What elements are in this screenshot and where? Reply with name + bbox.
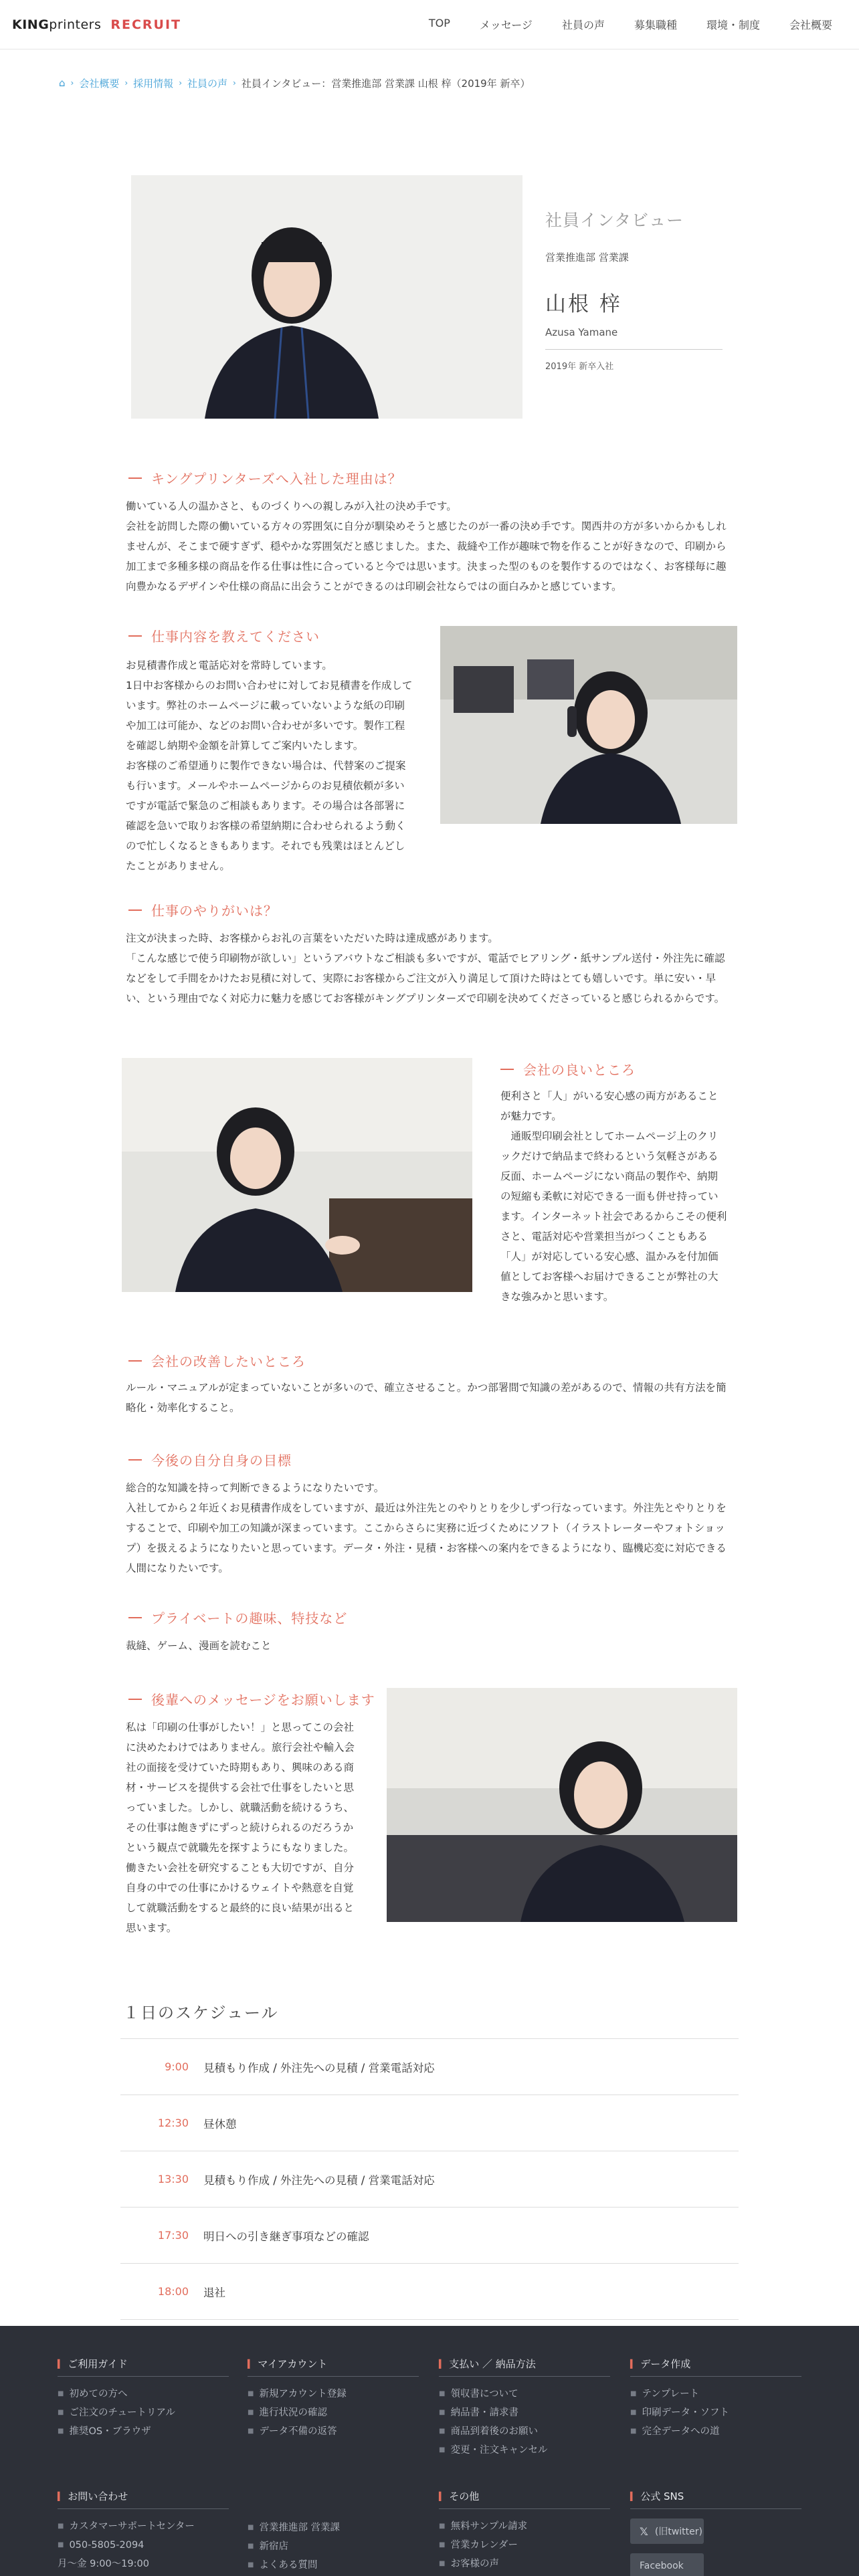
footer-link[interactable]: [248, 2422, 419, 2441]
section-title-text: 会社の改善したいところ: [151, 1354, 306, 1370]
chevron-right-icon: ›: [70, 78, 74, 88]
section-body-message: [126, 1717, 360, 1938]
bullet-icon: ■: [248, 2543, 254, 2550]
section-title-rewarding: [128, 900, 278, 920]
facebook-button[interactable]: [630, 2553, 704, 2576]
footer-link[interactable]: [248, 2537, 419, 2556]
bullet-icon: ▍: [58, 2491, 64, 2501]
paragraph: 便利さと「人」がいる安心感の両方があることが魅力です。: [500, 1090, 719, 1122]
paragraph: 総合的な知識を持って判断できるようになりたいです。: [126, 1482, 385, 1494]
footer-col-other: [439, 2489, 610, 2573]
footer-col-payment: [439, 2357, 610, 2460]
footer-link[interactable]: [439, 2536, 610, 2555]
footer-link[interactable]: [58, 2403, 229, 2422]
breadcrumb: [0, 49, 859, 99]
footer-link[interactable]: [439, 2441, 610, 2460]
section-title-text: 後輩へのメッセージをお願いします: [151, 1692, 375, 1708]
dash-icon: [128, 1617, 142, 1618]
paragraph: お見積書作成と電話応対を常時しています。: [126, 659, 332, 671]
profile-dept: 営業推進部 営業課: [545, 251, 629, 263]
section-title-hobby: [128, 1608, 347, 1627]
bullet-icon: ▍: [58, 2359, 64, 2369]
section-title-good: [500, 1059, 636, 1079]
company-photo: [122, 1058, 472, 1292]
footer-col-account: [248, 2357, 419, 2441]
schedule-desc: 見積もり作成 / 外注先への見積 / 営業電話対応: [203, 2173, 435, 2187]
paragraph: 「こんな感じで使う印刷物が欲しい」というアバウトなご相談も多いですが、電話でヒアリング・紙サンプル送付・外注先に確認などをして手間をかけたお見積に対して、実際にお客様からご注文が入り満足して頂けた時はとても嬉しいです。単に安い・早い、という理由でなく対応力に魅力を感じてお客様がキングプリンターズで印刷を決めてくださっていると感じられるからです。: [126, 952, 725, 1004]
footer-col-title-text: その他: [449, 2490, 480, 2502]
footer-link-text: ご注文のチュートリアル: [69, 2407, 175, 2418]
bullet-icon: ■: [630, 2390, 637, 2397]
facebook-label: Facebook: [640, 2561, 684, 2571]
bullet-icon: ■: [439, 2541, 446, 2549]
footer-link-text: 050-5805-2094: [69, 2540, 145, 2551]
x-icon: 𝕏: [640, 2525, 648, 2538]
footer-col-title: [630, 2489, 801, 2509]
footer-link-text: 完全データへの道: [642, 2426, 720, 2437]
hero-photo: [131, 175, 522, 419]
bullet-icon: ■: [439, 2560, 446, 2567]
schedule-desc: 昼休憩: [203, 2117, 237, 2131]
footer-link[interactable]: [248, 2403, 419, 2422]
dash-icon: [128, 909, 142, 911]
section-title-reason: [128, 468, 402, 488]
bullet-icon: ■: [439, 2523, 446, 2530]
paragraph: 働いている人の温かさと、ものづくりへの親しみが入社の決め手です。: [126, 500, 457, 512]
paragraph: 注文が決まった時、お客様からお礼の言葉をいただいた時は達成感があります。: [126, 932, 498, 944]
nav-message[interactable]: メッセージ: [479, 19, 533, 31]
schedule-desc: 退社: [203, 2286, 225, 2299]
dash-icon: [128, 635, 142, 637]
bullet-icon: ■: [630, 2409, 637, 2416]
bullet-icon: ■: [58, 2541, 64, 2549]
footer-col-title-text: 支払い ／ 納品方法: [449, 2358, 536, 2370]
dash-icon: [128, 1459, 142, 1461]
footer-link-text: カスタマーサポートセンター: [69, 2521, 195, 2532]
site-footer: [0, 2326, 859, 2576]
bullet-icon: ▍: [248, 2359, 254, 2369]
bullet-icon: ■: [58, 2409, 64, 2416]
section-body-goal: [126, 1478, 732, 1578]
footer-col-data: [630, 2357, 801, 2441]
bullet-icon: ■: [248, 2524, 254, 2531]
schedule-row: [120, 2039, 739, 2095]
footer-phone[interactable]: [58, 2536, 229, 2555]
profile-label: 社員インタビュー: [545, 211, 684, 230]
nav-environment[interactable]: 環境・制度: [706, 19, 760, 31]
paragraph: 会社を訪問した際の働いている方々の雰囲気に自分が馴染めそうと感じたのが一番の決め手です。関西井の方が多いからかもしれませんが、そこまで硬すぎず、穏やかな雰囲気だと感じました。また、裁縫や工作が趣味で物を作ることが好きなので、印刷から加工まで多種多様の商品を作る仕事は性に合っていると今では思います。決まった型のものを製作するのではなく、お客様毎に趣向豊かなるデザインや仕様の商品に出会うことができるのは印刷会社ならではの面白みかと感じています。: [126, 520, 727, 593]
schedule-title: １日のスケジュール: [123, 2004, 279, 2022]
footer-link-text: よくある質問: [259, 2560, 318, 2571]
x-twitter-label: (旧twitter): [654, 2527, 702, 2537]
paragraph: 入社してから２年近くお見積書作成をしていますが、最近は外注先とのやりとりを少しずつ行なっています。外注先とやりとりをすることで、印刷や加工の知識が深まっています。ここからさらに実務に近づくためにソフト（イラストレーターやフォトショップ）を扱えるようになりたいと思っています。データ・外注・見積・お客様への案内をできるようになり、臨機応変に対応できる人間になりたいです。: [126, 1502, 727, 1574]
footer-link-text: お客様の声: [450, 2559, 499, 2569]
message-photo: [387, 1688, 737, 1922]
dash-icon: [128, 1699, 142, 1700]
bullet-icon: ▍: [630, 2359, 637, 2369]
profile-card: [545, 207, 723, 372]
nav-voices[interactable]: 社員の声: [561, 19, 605, 31]
footer-link[interactable]: [630, 2422, 801, 2441]
paragraph: 私は「印刷の仕事がしたい！」と思ってこの会社に決めたわけではありません。旅行会社や輸入会社の面接を受けていた時期もあり、興味のある商材・サービスを提供する会社で仕事をしたいと思っていました。しかし、就職活動を続けるうち、その仕事は飽きずにずっと続けられるのだろうかという観点で就職先を探すようにもなりました。働きたい会社を研究することも大切ですが、自分自身の中での仕事にかけるウェイトや熱意を自覚して就職活動をすると最終的に良い結果が出ると思います。: [126, 1721, 355, 1934]
paragraph: お客様のご希望通りに製作できない場合は、代替案のご提案も行います。メールやホームページからのお見積依頼が多いですが電話で緊急のご相談もあります。その場合は各部署に確認を急いで取りお客様の希望納期に合わせられるよう動くので忙しくなるときもあります。それでも残業はほとんどしたことがありません。: [126, 760, 406, 872]
schedule-row: [120, 2151, 739, 2208]
logo-recruit: RECRUIT: [110, 17, 181, 32]
site-header: [0, 0, 859, 49]
schedule-time: 13:30: [157, 2173, 189, 2185]
bullet-icon: ■: [439, 2409, 446, 2416]
schedule-row: [120, 2095, 739, 2151]
footer-link[interactable]: [58, 2422, 229, 2441]
section-title-improve: [128, 1351, 306, 1370]
footer-link-text: 新宿店: [259, 2541, 288, 2552]
footer-col-contact2: [248, 2518, 419, 2575]
footer-link[interactable]: [58, 2385, 229, 2403]
footer-col-title-text: データ作成: [640, 2358, 691, 2370]
bullet-icon: ▍: [630, 2491, 637, 2501]
footer-link[interactable]: [439, 2555, 610, 2573]
footer-link-text: 納品書・請求書: [450, 2407, 518, 2418]
footer-col-title: [630, 2357, 801, 2377]
footer-link[interactable]: [248, 2385, 419, 2403]
bullet-icon: ■: [58, 2428, 64, 2435]
profile-roman: Azusa Yamane: [545, 326, 723, 350]
chevron-right-icon: ›: [179, 78, 182, 88]
footer-link[interactable]: [248, 2556, 419, 2575]
paragraph: ルール・マニュアルが定まっていないことが多いので、確立させること。かつ部署間で知識の差があるので、情報の共有方法を簡略化・効率化すること。: [126, 1382, 727, 1414]
x-twitter-button[interactable]: [630, 2518, 704, 2544]
footer-link[interactable]: [439, 2517, 610, 2536]
footer-link-text: 商品到着後のお願い: [450, 2426, 538, 2437]
schedule-time: 9:00: [165, 2060, 189, 2073]
schedule-list: [120, 2038, 739, 2320]
footer-link[interactable]: [439, 2385, 610, 2403]
section-body-improve: [126, 1378, 732, 1418]
footer-col-guide: [58, 2357, 229, 2441]
footer-link[interactable]: [439, 2403, 610, 2422]
section-title-text: 仕事のやりがいは？: [151, 903, 278, 919]
footer-link-text: 印刷データ・ソフト: [642, 2407, 729, 2418]
bullet-icon: ▍: [439, 2359, 446, 2369]
footer-col-title-text: ご利用ガイド: [68, 2358, 128, 2370]
section-title-work: [128, 626, 320, 645]
footer-col-title: [439, 2357, 610, 2377]
footer-link[interactable]: [630, 2403, 801, 2422]
work-photo: [440, 626, 737, 824]
section-body-hobby: [126, 1636, 732, 1656]
section-body-reason: [126, 496, 732, 597]
paragraph: 通販型印刷会社としてホームページ上のクリックだけで納品まで終わるという気軽さがある反面、ホームページにない商品の製作や、納期の短縮も柔軟に対応できる一面も併せ持っています。インターネット社会であるからこその便利さと、電話対応や営業担当がつくこともある「人」が対応している安心感、温かみを付加価値としてお客様へお届けできることが弊社の大きな強みかと思います。: [500, 1130, 727, 1303]
footer-col-sns: [630, 2489, 801, 2576]
section-body-rewarding: [126, 928, 732, 1008]
section-body-good: [500, 1086, 728, 1307]
bullet-icon: ■: [439, 2428, 446, 2435]
breadcrumb-company[interactable]: 会社概要: [79, 77, 120, 90]
footer-hours: [58, 2555, 229, 2573]
bullet-icon: ■: [439, 2390, 446, 2397]
schedule-time: 12:30: [157, 2117, 189, 2129]
schedule-time: 18:00: [157, 2285, 189, 2298]
section-title-goal: [128, 1450, 292, 1469]
nav-company[interactable]: 会社概要: [789, 19, 832, 31]
bullet-icon: ■: [248, 2561, 254, 2569]
footer-link[interactable]: [58, 2517, 229, 2536]
footer-link-text: 新規アカウント登録: [259, 2389, 347, 2399]
section-title-text: 今後の自分自身の目標: [151, 1453, 292, 1469]
footer-col-title: [439, 2489, 610, 2509]
chevron-right-icon: ›: [124, 78, 128, 88]
footer-col-title-text: 公式 SNS: [640, 2490, 684, 2502]
footer-col-title-text: お問い合わせ: [68, 2490, 128, 2502]
schedule-row: [120, 2208, 739, 2264]
footer-link-text: 営業推進部 営業課: [259, 2523, 341, 2533]
footer-link-text: 推奨OS・ブラウザ: [69, 2426, 151, 2437]
footer-link[interactable]: [630, 2385, 801, 2403]
home-icon[interactable]: ⌂: [59, 77, 66, 89]
dash-icon: [128, 1360, 142, 1362]
bullet-icon: ■: [248, 2428, 254, 2435]
chevron-right-icon: ›: [233, 78, 236, 88]
dash-icon: [128, 477, 142, 479]
schedule-desc: 明日への引き継ぎ事項などの確認: [203, 2230, 369, 2243]
breadcrumb-current: 社員インタビュー：営業推進部 営業課 山根 梓（2019年 新卒）: [241, 77, 531, 90]
profile-year: 2019年 新卒入社: [545, 362, 614, 372]
logo-king: KING: [12, 17, 50, 32]
footer-col-title: [248, 2357, 419, 2377]
bullet-icon: ■: [439, 2446, 446, 2454]
site-logo[interactable]: [12, 17, 181, 32]
section-title-text: プライベートの趣味、特技など: [151, 1610, 348, 1626]
bullet-icon: ▍: [439, 2491, 446, 2501]
nav-top[interactable]: TOP: [428, 17, 450, 29]
section-title-text: キングプリンターズへ入社した理由は？: [151, 471, 402, 487]
profile-name: 山根 梓: [545, 292, 622, 316]
section-title-text: 仕事内容を教えてください: [151, 629, 320, 645]
footer-link-text: 進行状況の確認: [259, 2407, 327, 2418]
footer-col-title: [58, 2357, 229, 2377]
footer-link-text: テンプレート: [642, 2389, 700, 2399]
footer-link-text: 無料サンプル請求: [450, 2521, 528, 2532]
nav-positions[interactable]: 募集職種: [634, 19, 677, 31]
footer-link-text: 領収書について: [450, 2389, 518, 2399]
schedule-time: 17:30: [157, 2229, 189, 2242]
section-body-work: [126, 655, 413, 876]
footer-col-contact: [58, 2489, 229, 2573]
bullet-icon: ■: [58, 2523, 64, 2530]
schedule-desc: 見積もり作成 / 外注先への見積 / 営業電話対応: [203, 2061, 435, 2074]
bullet-icon: ■: [248, 2409, 254, 2416]
footer-link[interactable]: [248, 2518, 419, 2537]
bullet-icon: ■: [248, 2390, 254, 2397]
footer-link-text: 初めての方へ: [69, 2389, 128, 2399]
footer-col-title: [58, 2489, 229, 2509]
schedule-row: [120, 2264, 739, 2320]
paragraph: 1日中お客様からのお問い合わせに対してお見積書を作成しています。弊社のホームページに載っていないような紙の印刷や加工は可能か、などのお問い合わせが多いです。製作工程を確認し納期や金額を計算してご案内いたします。: [126, 679, 413, 752]
footer-link-text: 営業カレンダー: [450, 2540, 518, 2551]
footer-col-title-text: マイアカウント: [258, 2358, 328, 2370]
breadcrumb-voices[interactable]: 社員の声: [187, 77, 228, 90]
bullet-icon: ■: [58, 2390, 64, 2397]
logo-printers: printers: [49, 17, 102, 32]
bullet-icon: ■: [630, 2428, 637, 2435]
footer-link-text: データ不備の返答: [259, 2426, 337, 2437]
paragraph: 裁縫、ゲーム、漫画を読むこと: [126, 1640, 272, 1652]
footer-link-text: 変更・注文キャンセル: [450, 2445, 548, 2456]
section-title-text: 会社の良いところ: [523, 1062, 636, 1078]
dash-icon: [500, 1069, 514, 1070]
main-nav: [414, 17, 847, 32]
section-title-message: [128, 1689, 375, 1709]
breadcrumb-recruit[interactable]: 採用情報: [133, 77, 174, 90]
footer-hours-text: 月〜金 9:00〜19:00: [58, 2559, 149, 2569]
footer-link[interactable]: [439, 2422, 610, 2441]
